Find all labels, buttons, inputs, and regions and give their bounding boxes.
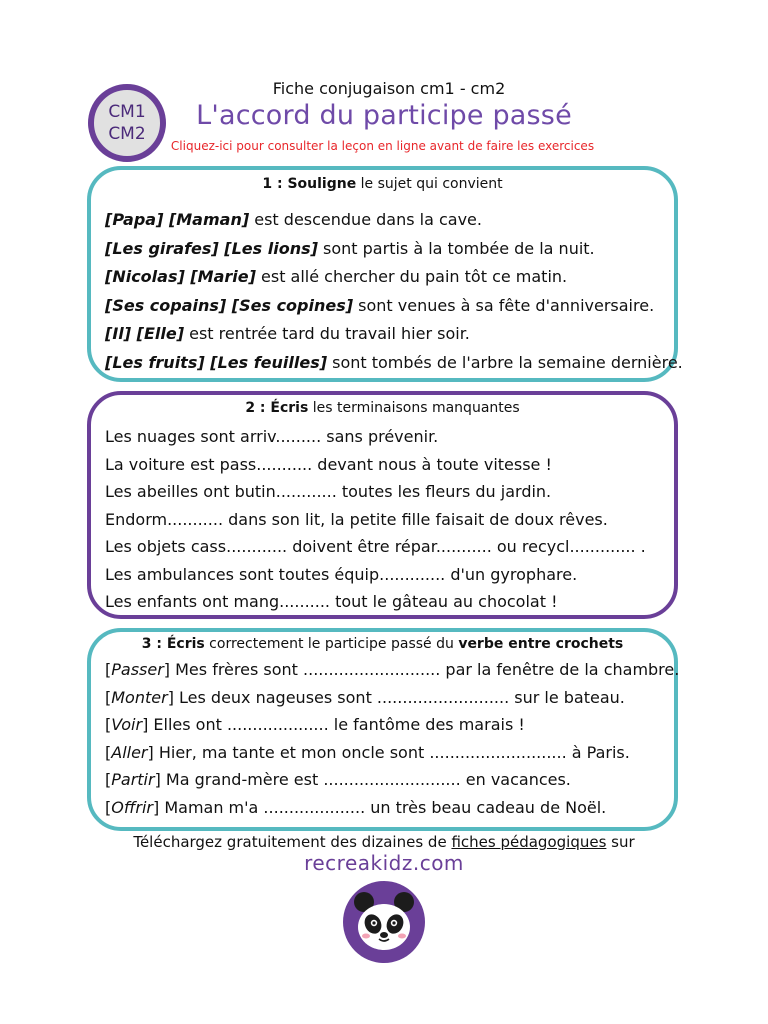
list-item: [Passer] Mes frères sont ........................... par la fenêtre de la chambre. bbox=[105, 660, 680, 679]
exercise-2-instruction bbox=[91, 400, 674, 416]
list-item bbox=[105, 206, 683, 235]
list-item bbox=[105, 320, 683, 349]
list-item: [Offrir] Maman m'a .................... un très beau cadeau de Noël. bbox=[105, 797, 607, 817]
list-item: Les objets cass............ doivent être répar........... ou recycl............. . bbox=[105, 537, 646, 556]
exercise-1-instruction bbox=[91, 176, 674, 192]
list-item bbox=[105, 263, 683, 292]
list-item: [Monter] Les deux nageuses sont .......................... sur le bateau. bbox=[105, 687, 625, 707]
instruction-text: le sujet qui convient bbox=[356, 176, 503, 192]
badge-line-1: CM1 bbox=[108, 102, 146, 122]
sentence-text: sont venues à sa fête d'anniversaire. bbox=[353, 295, 655, 315]
verb-label: Passer bbox=[111, 660, 164, 679]
sentence-text: sont partis à la tombée de la nuit. bbox=[317, 238, 595, 258]
list-item: Les enfants ont mang.......... tout le gâteau au chocolat ! bbox=[105, 592, 558, 611]
list-item: [Voir] Elles ont .................... le fantôme des marais ! bbox=[105, 715, 525, 734]
verb-label: Partir bbox=[111, 770, 155, 789]
subject-choices[interactable]: [Ses copains] [Ses copines] bbox=[105, 295, 354, 315]
worksheet-subtitle: Fiche conjugaison cm1 - cm2 bbox=[272, 79, 506, 98]
sentence-text: ] Mes frères sont ........................... par la fenêtre de la chambre. bbox=[163, 660, 680, 679]
list-item: Endorm........... dans son lit, la petite fille faisait de doux rêves. bbox=[105, 509, 608, 529]
exercise-3-instruction bbox=[91, 636, 674, 652]
lesson-link[interactable]: Cliquez-ici pour consulter la leçon en ligne avant de faire les exercices bbox=[170, 139, 595, 153]
instruction-verb: Écris bbox=[270, 400, 309, 416]
list-item: [Aller] Hier, ma tante et mon oncle sont ........................... à Paris. bbox=[105, 742, 630, 762]
sentence-text: ] Hier, ma tante et mon oncle sont ........................... à Paris. bbox=[147, 742, 630, 762]
sentence-text: ] Les deux nageuses sont .......................... sur le bateau. bbox=[167, 687, 625, 707]
subject-choices[interactable]: [Les fruits] [Les feuilles] bbox=[105, 352, 328, 372]
subject-choices[interactable]: [Nicolas] [Marie] bbox=[105, 267, 256, 286]
subject-choices[interactable]: [Les girafes] [Les lions] bbox=[105, 238, 318, 258]
exercise-2-box bbox=[87, 391, 678, 619]
exercise-2-list bbox=[105, 423, 646, 616]
exercise-number: 3 : bbox=[141, 636, 167, 652]
sentence-text: ] Elles ont .................... le fantôme des marais ! bbox=[142, 715, 525, 734]
instruction-text: les terminaisons manquantes bbox=[308, 400, 520, 416]
worksheet-title: L'accord du participe passé bbox=[196, 100, 572, 131]
verb-label: Aller bbox=[111, 742, 148, 762]
footer-text-start: Téléchargez gratuitement des dizaines de bbox=[133, 833, 452, 851]
instruction-text: correctement le participe passé du bbox=[204, 636, 459, 652]
subject-choices[interactable]: [Papa] [Maman] bbox=[105, 210, 250, 229]
exercise-1-box bbox=[87, 166, 683, 382]
site-link[interactable]: recreakidz.com bbox=[304, 851, 464, 875]
footer-text bbox=[0, 833, 768, 851]
verb-label: Offrir bbox=[111, 797, 153, 817]
exercise-3-box bbox=[87, 628, 678, 831]
list-item: Les nuages sont arriv......... sans prévenir. bbox=[105, 427, 439, 446]
exercise-number: 2 : bbox=[245, 400, 271, 416]
fiches-link[interactable]: fiches pédagogiques bbox=[451, 833, 607, 851]
exercise-number: 1 : bbox=[262, 176, 288, 192]
verb-label: Voir bbox=[111, 715, 143, 734]
sentence-text: ] Maman m'a .................... un très beau cadeau de Noël. bbox=[153, 797, 607, 817]
sentence-text: est descendue dans la cave. bbox=[249, 210, 482, 229]
instruction-verb: Souligne bbox=[287, 176, 357, 192]
exercise-1-list bbox=[105, 206, 683, 377]
list-item bbox=[105, 349, 683, 378]
list-item bbox=[105, 235, 683, 264]
sentence-text: est rentrée tard du travail hier soir. bbox=[184, 324, 470, 343]
exercise-3-list bbox=[105, 656, 679, 821]
instruction-verb: Écris bbox=[166, 636, 205, 652]
panda-icon bbox=[342, 880, 426, 964]
list-item: Les ambulances sont toutes équip............. d'un gyrophare. bbox=[105, 564, 578, 584]
sentence-text: sont tombés de l'arbre la semaine dernière. bbox=[327, 352, 683, 372]
list-item: Les abeilles ont butin............ toutes les fleurs du jardin. bbox=[105, 482, 552, 501]
sentence-text: est allé chercher du pain tôt ce matin. bbox=[255, 267, 568, 286]
list-item: [Partir] Ma grand-mère est ........................... en vacances. bbox=[105, 770, 571, 789]
subject-choices[interactable]: [Il] [Elle] bbox=[105, 324, 185, 343]
verb-label: Monter bbox=[111, 687, 168, 707]
badge-line-2: CM2 bbox=[108, 124, 146, 144]
footer-text-end: sur bbox=[606, 833, 635, 851]
list-item bbox=[105, 292, 683, 321]
sentence-text: ] Ma grand-mère est ........................... en vacances. bbox=[154, 770, 571, 789]
instruction-bold-text: verbe entre crochets bbox=[458, 636, 624, 652]
list-item: La voiture est pass........... devant nous à toute vitesse ! bbox=[105, 454, 552, 474]
